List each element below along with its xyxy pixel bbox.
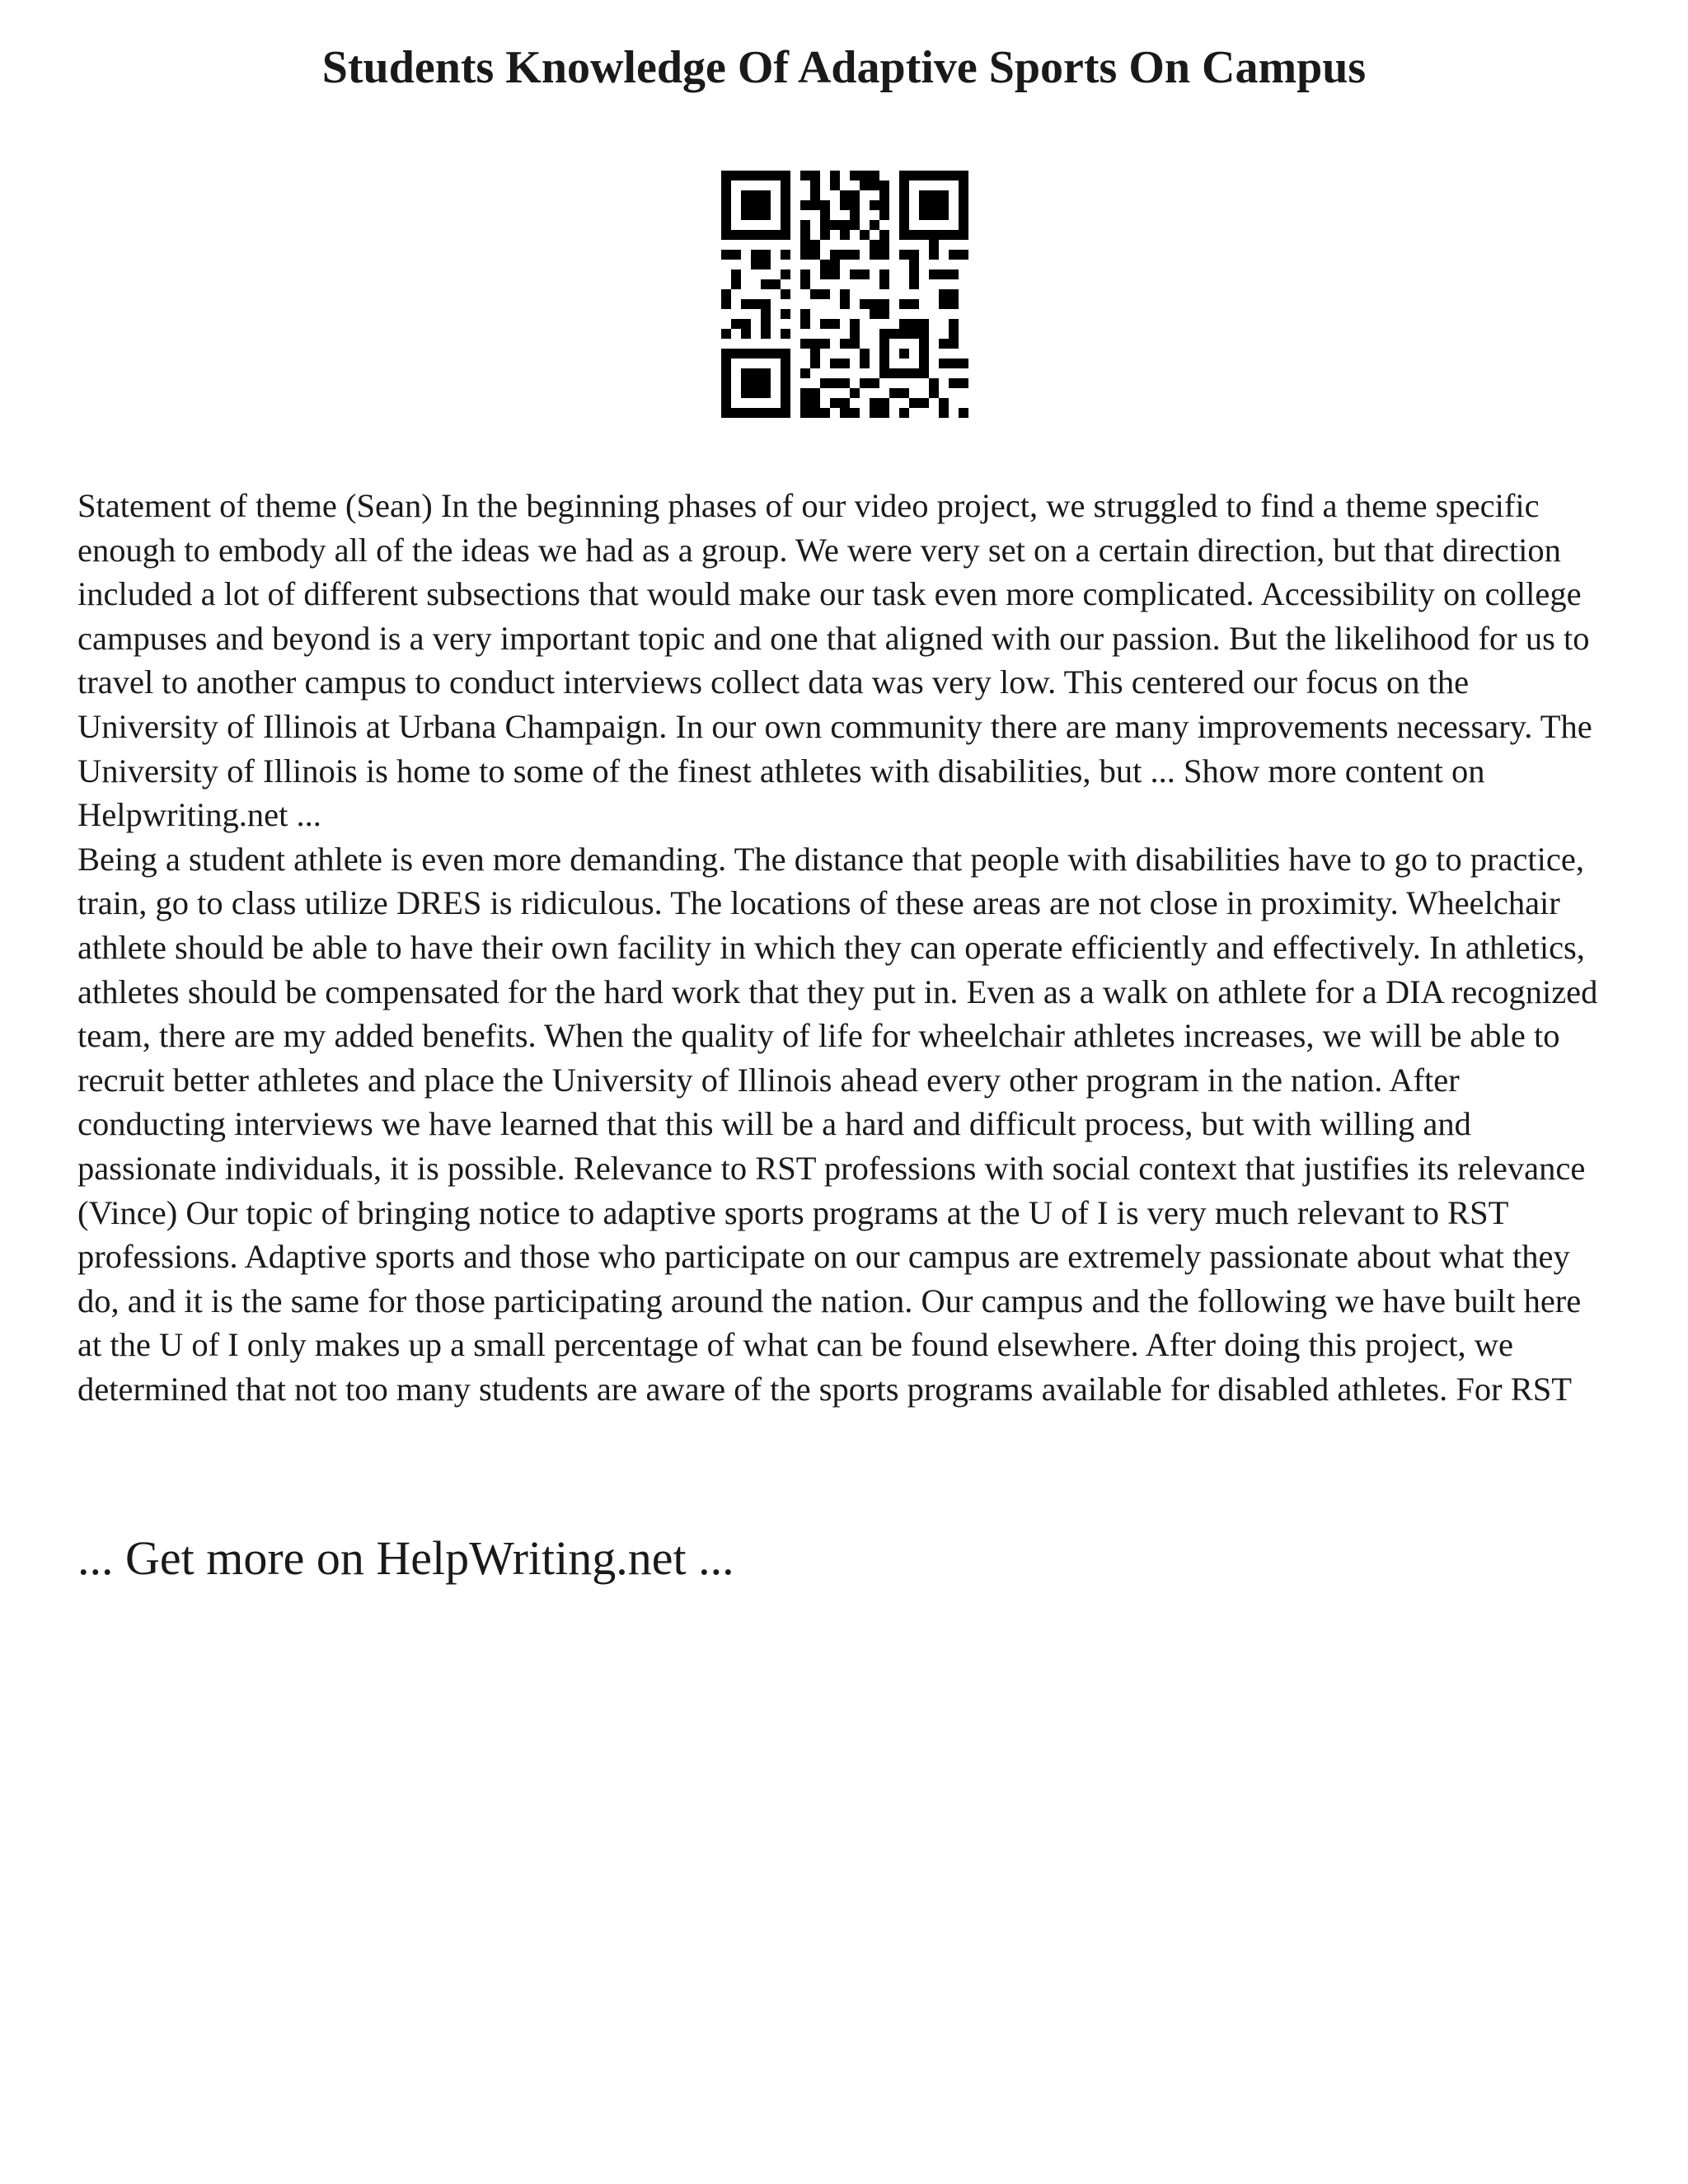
paragraph-statement-of-theme: Statement of theme (Sean) In the beginning phases of our video project, we struggled to find a theme specific enough to embody all of the ideas we had as a group. We were very set on a certain direction, but that direction included a lot of different subsections that would make our task even more complicated. Accessibility on college campuses and beyond is a very important topic and one that aligned with our passion. But the likelihood for us to travel to another campus to conduct interviews collect data was very low. This centered our focus on the University of Illinois at Urbana Champaign. In our own community there are many improvements necessary. The University of Illinois is home to some of the finest athletes with disabilities, but ... Show more content on Helpwriting.net ... xyxy=(77,487,1592,834)
get-more-link[interactable]: ... Get more on HelpWriting.net ... xyxy=(77,1531,734,1585)
qr-code-icon xyxy=(721,171,968,418)
document-title: Students Knowledge Of Adaptive Sports On Campus xyxy=(321,42,1367,93)
document-body xyxy=(77,484,1612,1411)
paragraph-student-athlete: Being a student athlete is even more demanding. The distance that people with disabilities have to go to practice, train, go to class utilize DRES is ridiculous. The locations of these areas are not close in proximity. Wheelchair athlete should be able to have their own facility in which they can operate efficiently and effectively. In athletics, athletes should be compensated for the hard work that they put in. Even as a walk on athlete for a DIA recognized team, there are my added benefits. When the quality of life for wheelchair athletes increases, we will be able to recruit better athletes and place the University of Illinois ahead every other program in the nation. After conducting interviews we have learned that this will be a hard and difficult process, but with willing and passionate individuals, it is possible. Relevance to RST professions with social context that justifies its relevance (Vince) Our topic of bringing notice to adaptive sports programs at the U of I is very much relevant to RST professions. Adaptive sports and those who participate on our campus are extremely passionate about what they do, and it is the same for those participating around the nation. Our campus and the following we have built here at the U of I only makes up a small percentage of what can be found elsewhere. After doing this project, we determined that not too many students are aware of the sports programs available for disabled athletes. For RST xyxy=(77,840,1598,1408)
